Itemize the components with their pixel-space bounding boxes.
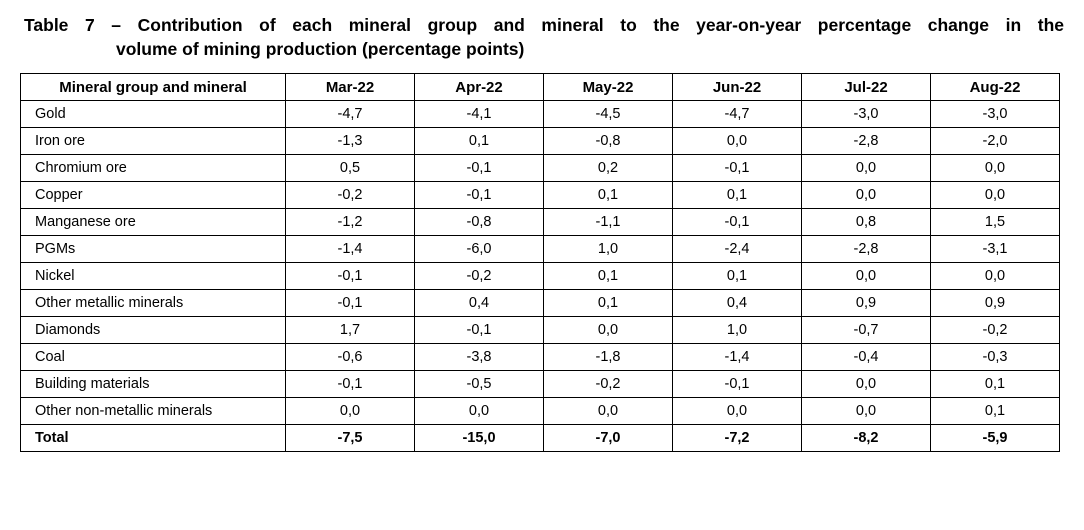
cell-value: -0,1 bbox=[286, 290, 415, 317]
row-label-total: Total bbox=[21, 425, 286, 452]
cell-value: 0,1 bbox=[673, 182, 802, 209]
total-value: -7,0 bbox=[544, 425, 673, 452]
cell-value: -0,2 bbox=[286, 182, 415, 209]
cell-value: -6,0 bbox=[415, 236, 544, 263]
cell-value: 0,0 bbox=[802, 398, 931, 425]
cell-value: -0,6 bbox=[286, 344, 415, 371]
cell-value: -2,8 bbox=[802, 236, 931, 263]
total-value: -8,2 bbox=[802, 425, 931, 452]
row-label: Building materials bbox=[21, 371, 286, 398]
cell-value: -3,0 bbox=[931, 101, 1060, 128]
table-row bbox=[21, 182, 1060, 209]
cell-value: -3,8 bbox=[415, 344, 544, 371]
cell-value: -1,4 bbox=[673, 344, 802, 371]
table-header bbox=[21, 74, 1060, 101]
cell-value: 0,5 bbox=[286, 155, 415, 182]
cell-value: 1,5 bbox=[931, 209, 1060, 236]
cell-value: 0,1 bbox=[931, 398, 1060, 425]
table-row bbox=[21, 398, 1060, 425]
cell-value: -2,4 bbox=[673, 236, 802, 263]
cell-value: -0,1 bbox=[673, 209, 802, 236]
row-label: Manganese ore bbox=[21, 209, 286, 236]
column-header-mar-22: Mar-22 bbox=[286, 74, 415, 101]
cell-value: -3,0 bbox=[802, 101, 931, 128]
row-label: Chromium ore bbox=[21, 155, 286, 182]
cell-value: -1,2 bbox=[286, 209, 415, 236]
cell-value: 0,0 bbox=[931, 263, 1060, 290]
column-header-jun-22: Jun-22 bbox=[673, 74, 802, 101]
row-label: Coal bbox=[21, 344, 286, 371]
cell-value: 0,0 bbox=[802, 371, 931, 398]
cell-value: 0,1 bbox=[673, 263, 802, 290]
cell-value: -2,8 bbox=[802, 128, 931, 155]
table-row bbox=[21, 101, 1060, 128]
cell-value: 0,0 bbox=[286, 398, 415, 425]
cell-value: 0,1 bbox=[544, 263, 673, 290]
row-label: Other metallic minerals bbox=[21, 290, 286, 317]
column-header-jul-22: Jul-22 bbox=[802, 74, 931, 101]
cell-value: -0,1 bbox=[286, 263, 415, 290]
table-row bbox=[21, 236, 1060, 263]
cell-value: -1,1 bbox=[544, 209, 673, 236]
cell-value: -0,1 bbox=[415, 182, 544, 209]
table-body bbox=[21, 101, 1060, 452]
table-row bbox=[21, 371, 1060, 398]
row-label: Nickel bbox=[21, 263, 286, 290]
row-label: PGMs bbox=[21, 236, 286, 263]
table-row bbox=[21, 317, 1060, 344]
cell-value: -0,5 bbox=[415, 371, 544, 398]
total-value: -7,2 bbox=[673, 425, 802, 452]
row-label: Diamonds bbox=[21, 317, 286, 344]
cell-value: -0,3 bbox=[931, 344, 1060, 371]
cell-value: -4,7 bbox=[673, 101, 802, 128]
cell-value: 1,7 bbox=[286, 317, 415, 344]
cell-value: 0,0 bbox=[544, 317, 673, 344]
cell-value: -0,7 bbox=[802, 317, 931, 344]
cell-value: 0,1 bbox=[931, 371, 1060, 398]
cell-value: 0,1 bbox=[544, 290, 673, 317]
cell-value: -0,4 bbox=[802, 344, 931, 371]
cell-value: 0,4 bbox=[673, 290, 802, 317]
cell-value: -4,1 bbox=[415, 101, 544, 128]
cell-value: -1,3 bbox=[286, 128, 415, 155]
table-row bbox=[21, 209, 1060, 236]
table-row bbox=[21, 290, 1060, 317]
cell-value: 0,9 bbox=[802, 290, 931, 317]
table-caption-line-2: volume of mining production (percentage points) bbox=[116, 38, 525, 59]
cell-value: 0,0 bbox=[544, 398, 673, 425]
cell-value: -1,8 bbox=[544, 344, 673, 371]
cell-value: -0,8 bbox=[544, 128, 673, 155]
row-label: Copper bbox=[21, 182, 286, 209]
mining-contribution-table bbox=[20, 73, 1060, 452]
header-row bbox=[21, 74, 1060, 101]
cell-value: -0,2 bbox=[415, 263, 544, 290]
column-header-aug-22: Aug-22 bbox=[931, 74, 1060, 101]
cell-value: 0,1 bbox=[544, 182, 673, 209]
cell-value: 1,0 bbox=[544, 236, 673, 263]
cell-value: 0,1 bbox=[415, 128, 544, 155]
cell-value: -0,1 bbox=[415, 317, 544, 344]
cell-value: 0,8 bbox=[802, 209, 931, 236]
cell-value: -0,1 bbox=[415, 155, 544, 182]
table-caption bbox=[20, 14, 1064, 61]
cell-value: 0,0 bbox=[802, 155, 931, 182]
cell-value: -0,2 bbox=[931, 317, 1060, 344]
cell-value: 0,0 bbox=[415, 398, 544, 425]
cell-value: -3,1 bbox=[931, 236, 1060, 263]
cell-value: 0,0 bbox=[802, 263, 931, 290]
cell-value: 1,0 bbox=[673, 317, 802, 344]
cell-value: -0,1 bbox=[673, 371, 802, 398]
cell-value: 0,0 bbox=[931, 182, 1060, 209]
cell-value: -1,4 bbox=[286, 236, 415, 263]
cell-value: 0,0 bbox=[802, 182, 931, 209]
cell-value: -4,7 bbox=[286, 101, 415, 128]
cell-value: -2,0 bbox=[931, 128, 1060, 155]
cell-value: 0,0 bbox=[931, 155, 1060, 182]
cell-value: 0,9 bbox=[931, 290, 1060, 317]
table-row bbox=[21, 155, 1060, 182]
cell-value: 0,2 bbox=[544, 155, 673, 182]
cell-value: -0,1 bbox=[673, 155, 802, 182]
column-header-apr-22: Apr-22 bbox=[415, 74, 544, 101]
cell-value: 0,0 bbox=[673, 398, 802, 425]
table-row bbox=[21, 263, 1060, 290]
column-header-mineral-group: Mineral group and mineral bbox=[21, 74, 286, 101]
cell-value: -0,1 bbox=[286, 371, 415, 398]
cell-value: 0,4 bbox=[415, 290, 544, 317]
table-row bbox=[21, 344, 1060, 371]
table-row bbox=[21, 128, 1060, 155]
row-label: Gold bbox=[21, 101, 286, 128]
table-caption-line-1: Table 7 – Contribution of each mineral group and mineral to the year-on-year percentage change in the bbox=[24, 15, 1064, 35]
cell-value: -4,5 bbox=[544, 101, 673, 128]
table-total-row bbox=[21, 425, 1060, 452]
row-label: Other non-metallic minerals bbox=[21, 398, 286, 425]
cell-value: -0,8 bbox=[415, 209, 544, 236]
total-value: -15,0 bbox=[415, 425, 544, 452]
cell-value: -0,2 bbox=[544, 371, 673, 398]
row-label: Iron ore bbox=[21, 128, 286, 155]
total-value: -7,5 bbox=[286, 425, 415, 452]
column-header-may-22: May-22 bbox=[544, 74, 673, 101]
total-value: -5,9 bbox=[931, 425, 1060, 452]
cell-value: 0,0 bbox=[673, 128, 802, 155]
